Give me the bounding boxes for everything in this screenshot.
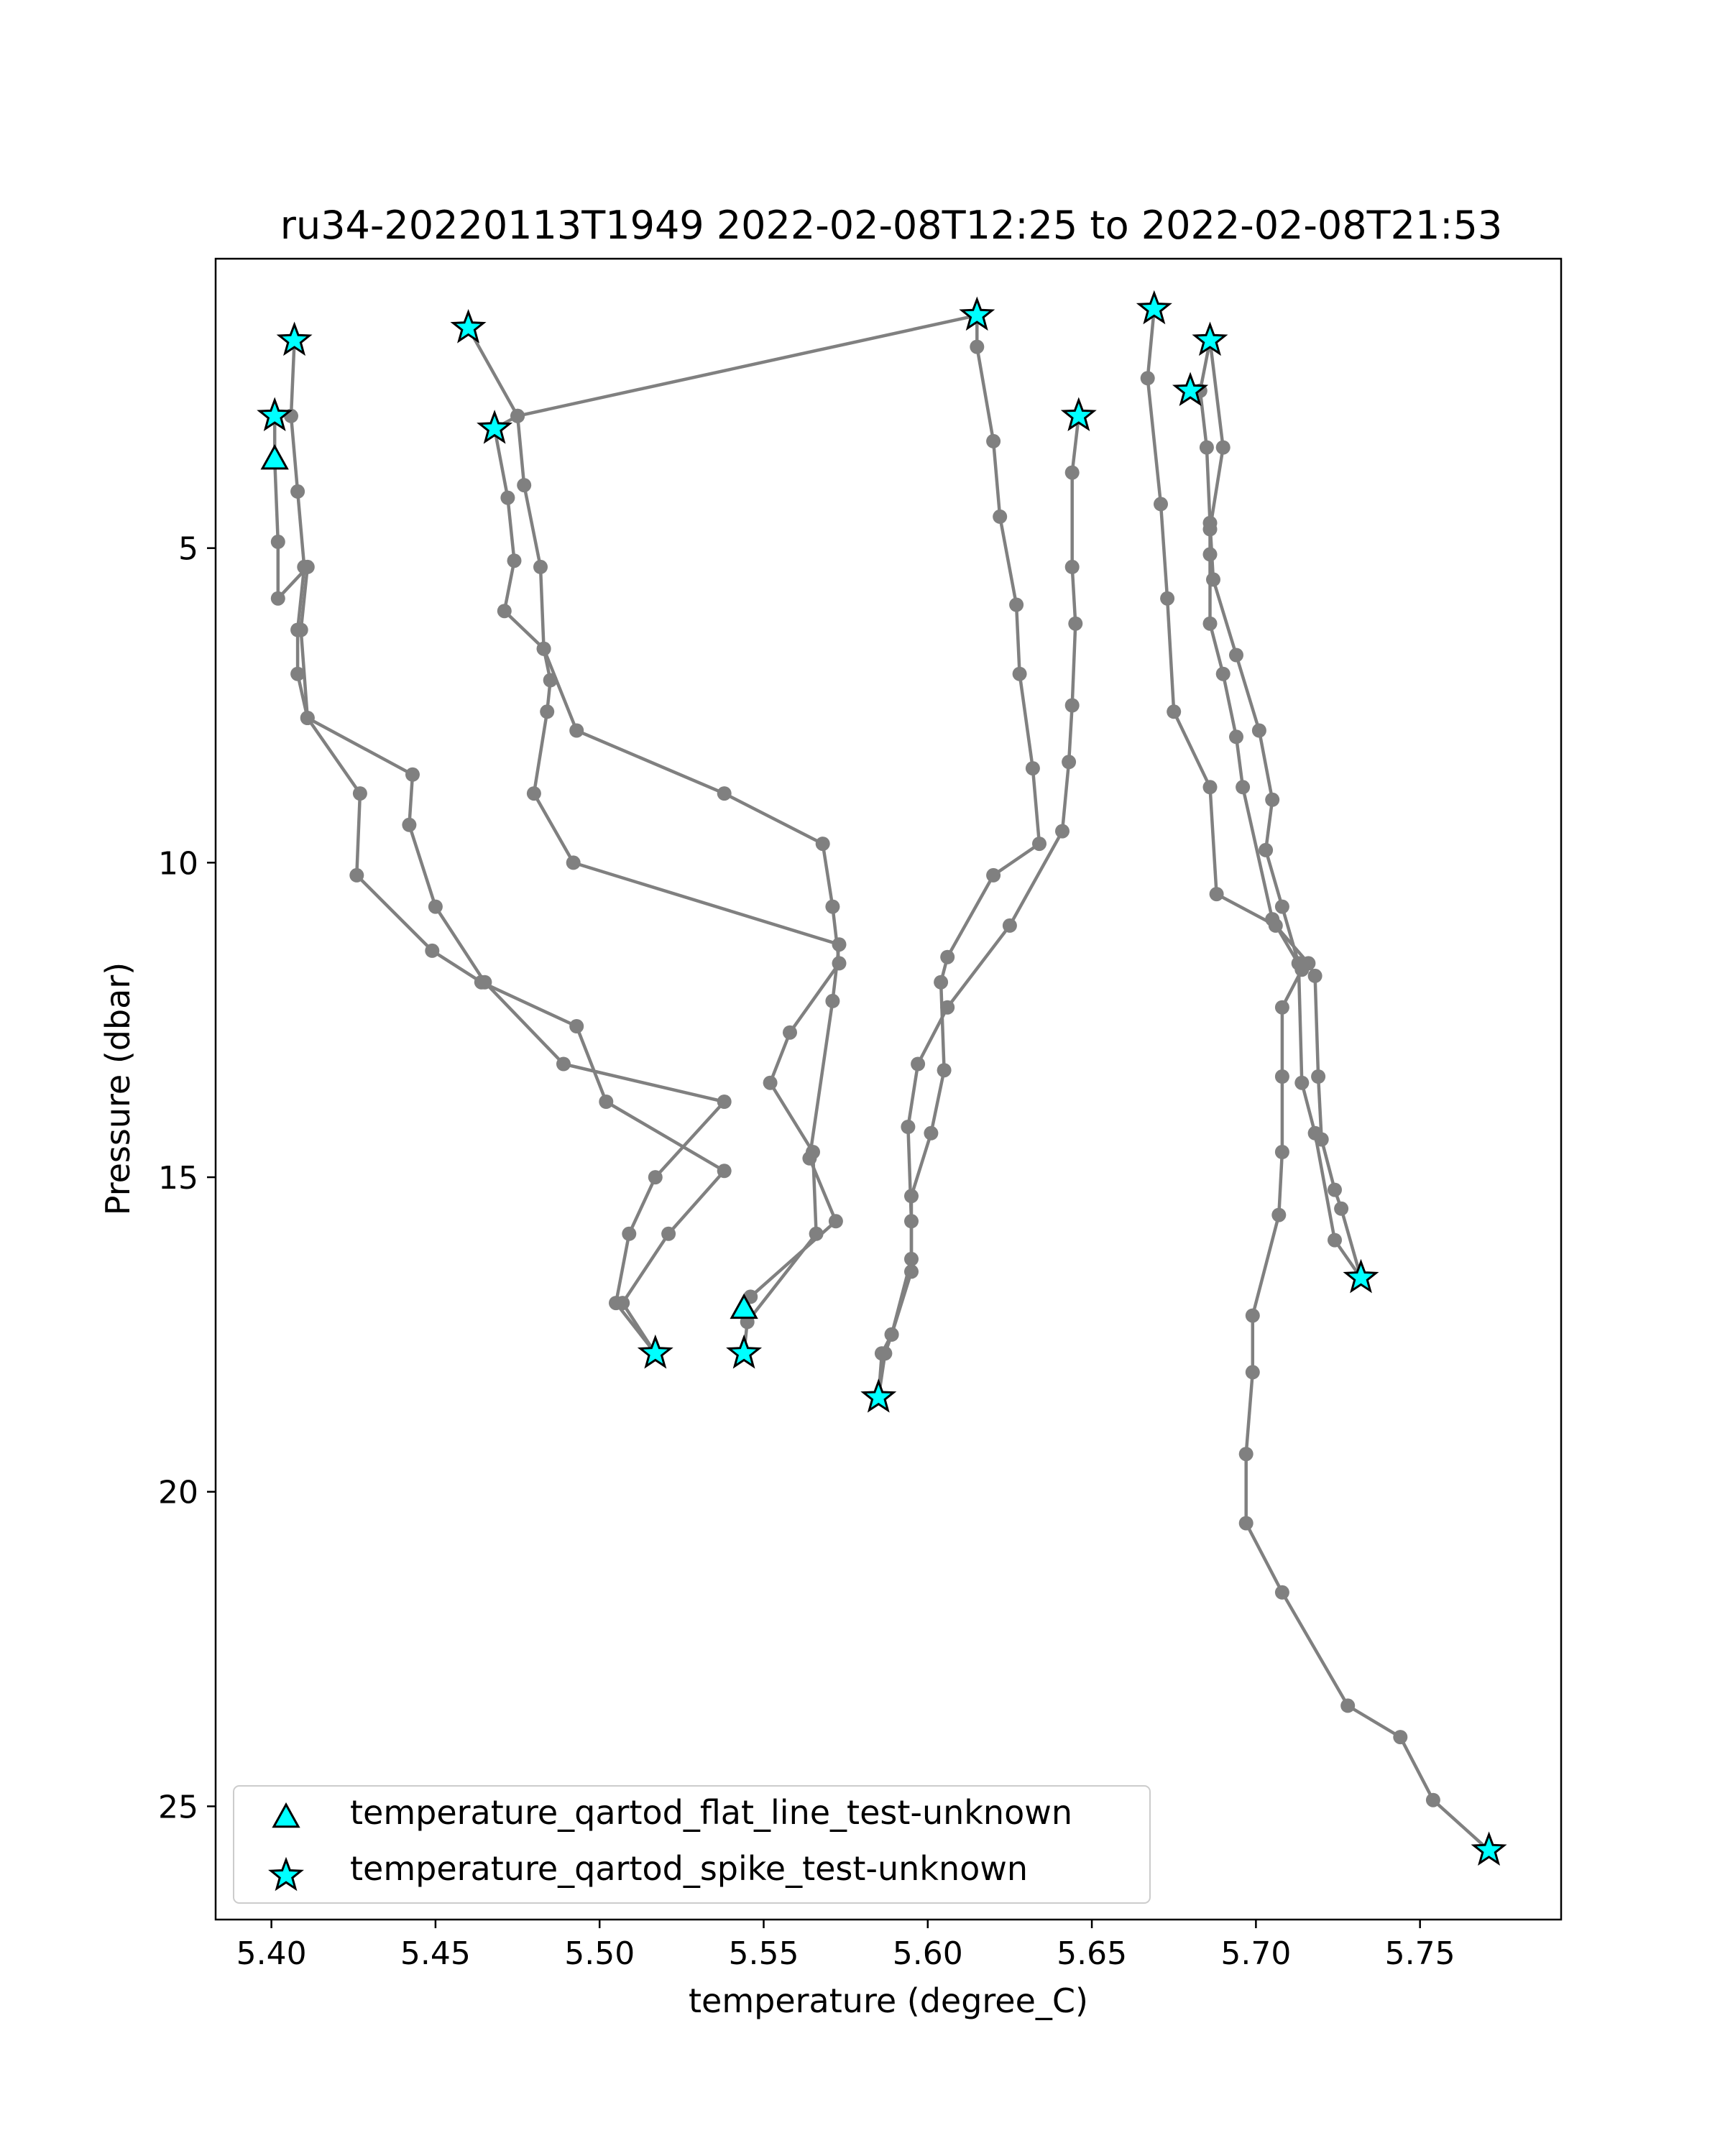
profile-line-2 [275, 416, 724, 1353]
profile-4-point [809, 1227, 824, 1241]
profile-7-point [1160, 591, 1174, 606]
profile-4-point [832, 956, 847, 970]
profile-5-point [934, 975, 948, 990]
profile-1-point [717, 1164, 732, 1178]
profile-line-3 [469, 328, 840, 1309]
profile-9-point [1426, 1793, 1440, 1807]
plot-frame [216, 259, 1561, 1920]
profile-4-point [806, 1145, 820, 1159]
profile-9-point [1275, 1069, 1289, 1084]
profile-5-point [924, 1126, 938, 1141]
profile-9-point [1236, 780, 1250, 794]
profile-3-point [543, 673, 558, 688]
profile-7-point [1328, 1183, 1342, 1197]
profile-2-point [428, 900, 443, 914]
profile-9-point [1216, 441, 1230, 455]
profile-4-point [510, 409, 525, 423]
profile-7-point [1334, 1202, 1348, 1216]
profile-6-point [1065, 560, 1080, 574]
profile-9-point [1203, 547, 1218, 561]
profile-8-point [1265, 793, 1279, 807]
profile-3-point [533, 560, 548, 574]
profile-3-point [829, 1214, 843, 1228]
profile-9-point [1275, 1000, 1289, 1015]
profile-2-point [300, 560, 315, 574]
profile-9-point [1271, 1208, 1286, 1222]
y-axis-ticks [158, 531, 216, 1826]
profile-3-point [825, 994, 840, 1008]
profile-4-point [537, 642, 551, 656]
profile-4-point [816, 837, 830, 851]
profile-9-point [1393, 1730, 1407, 1744]
profile-2-point [271, 535, 285, 549]
profile-9-point [1246, 1365, 1260, 1379]
profile-1-point [599, 1095, 613, 1109]
profile-6-point [1055, 824, 1070, 839]
y-axis-label: Pressure (dbar) [98, 962, 137, 1216]
profile-6-point [1003, 918, 1017, 933]
profile-5-point [940, 950, 954, 964]
profile-6-point [911, 1057, 925, 1072]
profile-points [267, 302, 1496, 1858]
profile-9-point [1275, 1145, 1289, 1159]
profile-5-point [993, 510, 1007, 524]
x-tick-label: 5.60 [892, 1935, 963, 1972]
profile-9-point [1275, 1585, 1289, 1600]
x-axis-label: temperature (degree_C) [689, 1981, 1088, 2020]
profile-9-point [1294, 962, 1309, 977]
chart-title: ru34-20220113T1949 2022-02-08T12:25 to 2022-02-08T21:53 [280, 203, 1503, 248]
profile-7-point [1308, 969, 1322, 983]
spike-flag-marker [863, 1381, 893, 1410]
profile-2-point [294, 623, 308, 637]
profile-9-point [1203, 617, 1218, 631]
profile-4-point [500, 491, 515, 505]
profile-8-point [1206, 572, 1220, 586]
profile-8-point [1259, 843, 1273, 857]
profile-2-point [477, 975, 492, 990]
profile-8-point [1328, 1233, 1342, 1248]
profile-5-point [1009, 598, 1024, 612]
x-tick-label: 5.40 [236, 1935, 307, 1972]
profile-8-point [1229, 648, 1243, 663]
profile-5-point [1032, 837, 1046, 851]
legend-label-flat-line: temperature_qartod_flat_line_test-unknown [350, 1793, 1072, 1832]
profile-2-point [556, 1057, 571, 1072]
profile-5-point [970, 340, 984, 354]
profile-1-point [353, 786, 367, 801]
profile-2-point [622, 1227, 636, 1241]
profile-4-point [569, 724, 584, 738]
profile-2-point [405, 768, 420, 782]
profile-7-point [1154, 497, 1168, 511]
profile-3-point [527, 786, 541, 801]
profile-8-point [1200, 441, 1214, 455]
x-tick-label: 5.50 [564, 1935, 635, 1972]
flat-line-flag-marker [262, 446, 287, 469]
profile-3-point [540, 704, 554, 719]
y-tick-label: 10 [158, 845, 198, 883]
profile-6-point [1068, 617, 1082, 631]
profile-6-point [1065, 466, 1080, 480]
x-tick-label: 5.55 [728, 1935, 799, 1972]
profile-2-point [717, 1095, 732, 1109]
profile-1-point [425, 944, 439, 958]
profile-line-6 [878, 416, 1079, 1398]
profile-5-point [986, 434, 1000, 448]
profile-1-point [661, 1227, 676, 1241]
profile-6-point [878, 1346, 892, 1360]
profile-2-point [402, 818, 416, 832]
profile-6-point [885, 1327, 899, 1342]
profile-line-5 [878, 315, 1039, 1398]
profile-7-point [1210, 887, 1224, 901]
profile-8-point [1275, 900, 1289, 914]
y-tick-label: 25 [158, 1789, 198, 1826]
profile-9-point [1239, 1516, 1254, 1531]
y-tick-label: 15 [158, 1160, 198, 1197]
profile-7-point [1311, 1069, 1325, 1084]
profile-7-point [1141, 371, 1155, 385]
profile-2-point [609, 1296, 623, 1310]
profile-9-point [1340, 1698, 1355, 1713]
profile-5-point [937, 1063, 952, 1077]
profile-8-point [1294, 1076, 1309, 1090]
profile-7-point [1203, 780, 1218, 794]
profile-4-point [507, 553, 522, 568]
profile-7-point [1167, 704, 1181, 719]
profile-9-point [1246, 1309, 1260, 1323]
profile-2-point [300, 711, 315, 725]
y-tick-label: 20 [158, 1474, 198, 1511]
profile-3-point [517, 478, 531, 492]
profile-9-point [1203, 522, 1218, 536]
profile-8-point [1252, 724, 1266, 738]
x-tick-label: 5.70 [1220, 1935, 1292, 1972]
profile-5-point [904, 1252, 919, 1266]
profile-3-point [832, 937, 847, 952]
profile-1-point [290, 484, 305, 499]
profile-line-9 [1210, 341, 1489, 1851]
profile-5-point [1026, 761, 1040, 775]
legend-label-spike: temperature_qartod_spike_test-unknown [350, 1849, 1029, 1888]
profile-4-point [763, 1076, 778, 1090]
profile-4-point [825, 900, 840, 914]
profile-3-point [566, 855, 581, 870]
profile-1-point [569, 1019, 584, 1033]
profile-line-7 [1148, 309, 1361, 1278]
profile-2-point [648, 1170, 663, 1184]
profile-2-point [271, 591, 285, 606]
legend [234, 1786, 1150, 1903]
profile-6-point [940, 1000, 954, 1015]
spike-flag-marker [454, 312, 484, 341]
profile-1-point [349, 868, 364, 883]
profile-9-point [1265, 912, 1279, 926]
profile-1-point [290, 667, 305, 681]
profile-6-point [904, 1264, 919, 1279]
profile-5-point [904, 1189, 919, 1203]
profile-9-point [1229, 729, 1243, 744]
x-tick-label: 5.45 [400, 1935, 471, 1972]
profile-9-point [1239, 1447, 1254, 1461]
profile-6-point [901, 1120, 915, 1134]
x-tick-label: 5.65 [1057, 1935, 1128, 1972]
profile-4-point [783, 1026, 797, 1040]
spike-flag-marker [729, 1337, 759, 1366]
profile-9-point [1216, 667, 1230, 681]
profile-4-point [717, 786, 732, 801]
profile-6-point [1062, 755, 1076, 769]
profile-4-point [497, 604, 512, 618]
y-tick-label: 5 [178, 530, 198, 568]
profile-5-point [986, 868, 1000, 883]
profile-6-point [904, 1214, 919, 1228]
spike-flag-marker [1346, 1262, 1376, 1291]
x-axis-ticks [236, 1920, 1455, 1972]
x-tick-label: 5.75 [1384, 1935, 1455, 1972]
profile-8-point [1308, 1126, 1322, 1141]
profile-5-point [1013, 667, 1027, 681]
profile-6-point [1065, 699, 1080, 713]
